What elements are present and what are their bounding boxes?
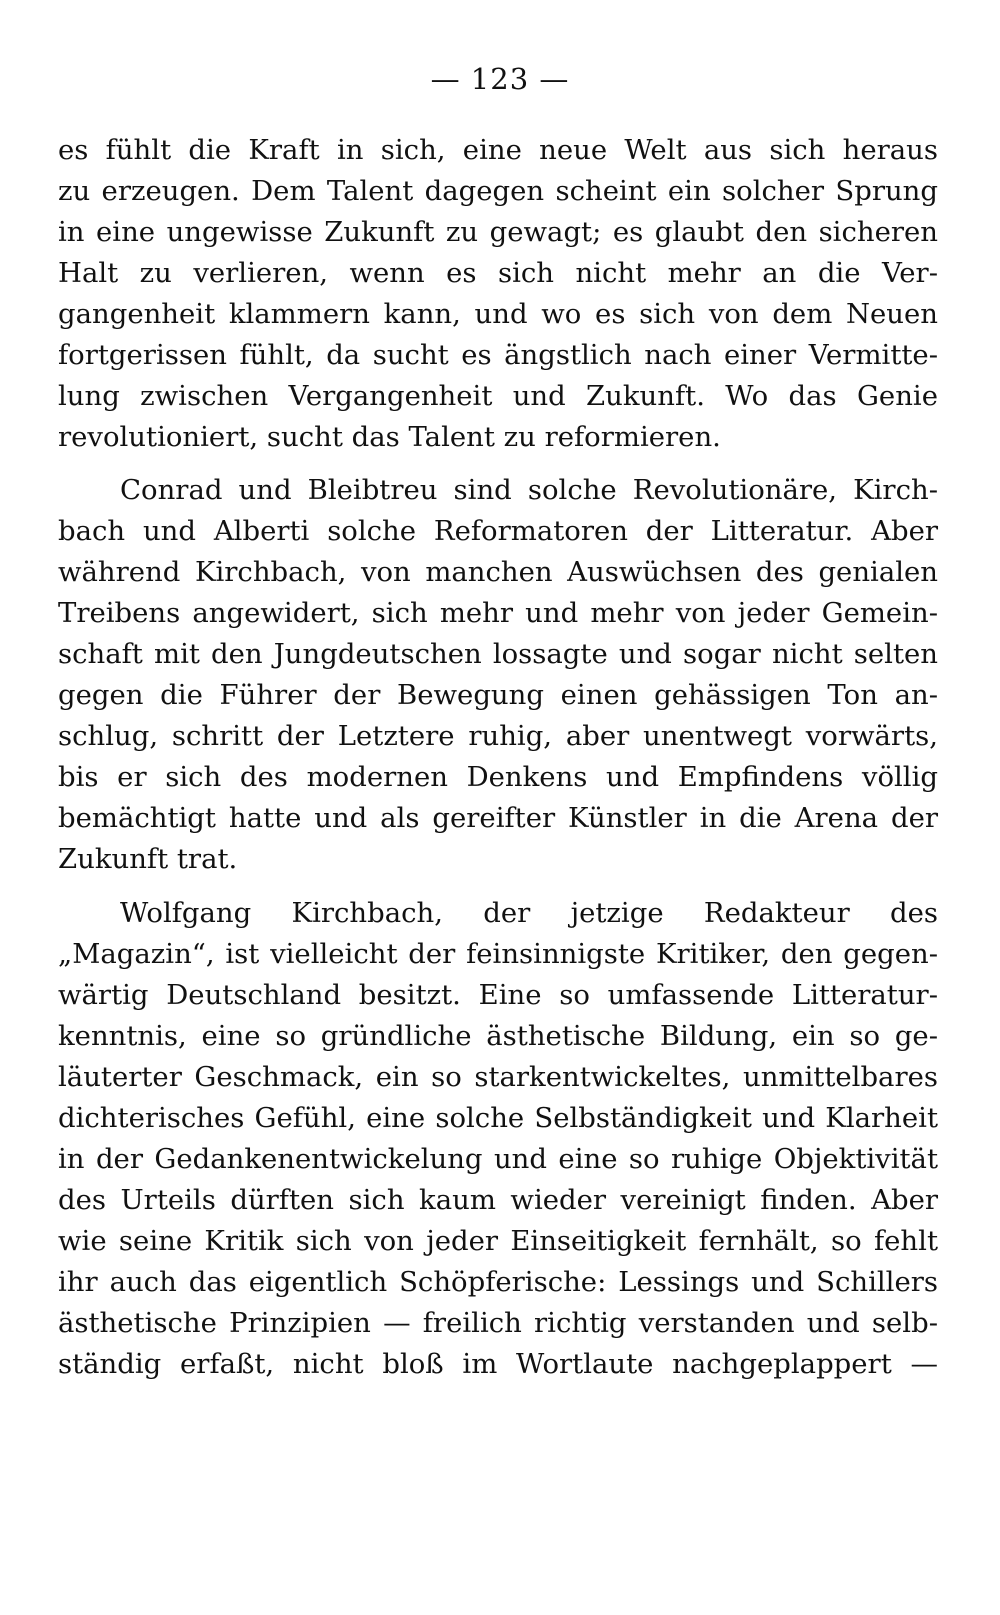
text-line: des Urteils dürften sich kaum wieder vereinigt finden. Aber [58, 1184, 938, 1216]
text-line: während Kirchbach, von manchen Auswüchsen des genialen [58, 556, 938, 588]
text-line: Zukunft trat. [58, 843, 238, 875]
page-number: — 123 — [430, 62, 570, 96]
text-line: läuterter Geschmack, ein so starkentwickeltes, unmittelbares [58, 1061, 938, 1093]
text-line: wärtig Deutschland besitzt. Eine so umfassende Litteratur- [58, 979, 938, 1011]
text-line: schlug, schritt der Letztere ruhig, aber unentwegt vorwärts, [58, 720, 938, 752]
paragraph-3 [58, 893, 938, 1385]
text-line: Conrad und Bleibtreu sind solche Revolutionäre, Kirch- [120, 474, 938, 506]
text-line: Wolfgang Kirchbach, der jetzige Redakteur des [120, 897, 938, 929]
text-line: gegen die Führer der Bewegung einen gehässigen Ton an- [58, 679, 938, 711]
text-line: revolutioniert, sucht das Talent zu reformieren. [58, 421, 721, 453]
text-line: in eine ungewisse Zukunft zu gewagt; es glaubt den sicheren [58, 216, 938, 248]
text-line: bach und Alberti solche Reformatoren der Litteratur. Aber [58, 515, 938, 547]
text-line: bis er sich des modernen Denkens und Empfindens völlig [58, 761, 938, 793]
text-line: gangenheit klammern kann, und wo es sich von dem Neuen [58, 298, 938, 330]
text-line: lung zwischen Vergangenheit und Zukunft. Wo das Genie [58, 380, 938, 412]
paragraph-1 [58, 130, 938, 458]
text-line: ästhetische Prinzipien — freilich richtig verstanden und selb- [58, 1307, 938, 1339]
text-line: fortgerissen fühlt, da sucht es ängstlich nach einer Vermitte- [58, 339, 938, 371]
text-line: zu erzeugen. Dem Talent dagegen scheint ein solcher Sprung [58, 175, 938, 207]
paragraph-2 [58, 470, 938, 880]
text-line: „Magazin“, ist vielleicht der feinsinnigste Kritiker, den gegen- [58, 938, 938, 970]
text-line: Halt zu verlieren, wenn es sich nicht mehr an die Ver- [58, 257, 938, 289]
text-line: bemächtigt hatte und als gereifter Künstler in die Arena der [58, 802, 938, 834]
text-line: dichterisches Gefühl, eine solche Selbständigkeit und Klarheit [58, 1102, 938, 1134]
text-line: kenntnis, eine so gründliche ästhetische Bildung, ein so ge- [58, 1020, 938, 1052]
text-line: ständig erfaßt, nicht bloß im Wortlaute nachgeplappert — [58, 1348, 938, 1380]
text-line: wie seine Kritik sich von jeder Einseitigkeit fernhält, so fehlt [58, 1225, 938, 1257]
text-line: schaft mit den Jungdeutschen lossagte und sogar nicht selten [58, 638, 938, 670]
text-line: Treibens angewidert, sich mehr und mehr von jeder Gemein- [58, 597, 938, 629]
text-line: ihr auch das eigentlich Schöpferische: Lessings und Schillers [58, 1266, 938, 1298]
text-line: in der Gedankenentwickelung und eine so ruhige Objektivität [58, 1143, 938, 1175]
text-line: es fühlt die Kraft in sich, eine neue Welt aus sich heraus [58, 134, 938, 166]
